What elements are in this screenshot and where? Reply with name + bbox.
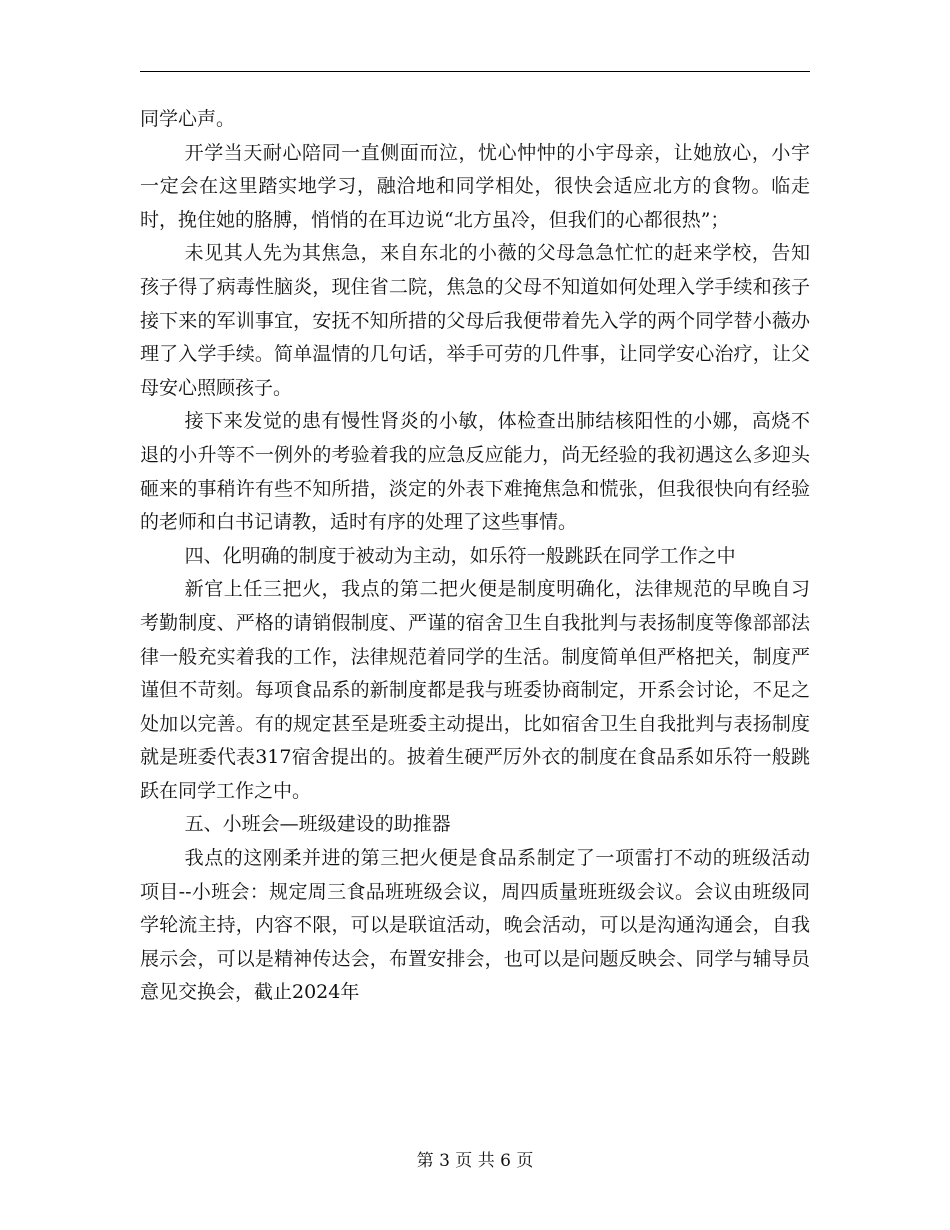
paragraph: 新官上任三把火，我点的第二把火便是制度明确化，法律规范的早晚自习考勤制度、严格的请销假制度、严谨的宿舍卫生自我批判与表扬制度等像部部法律一般充实着我的工作，法律规范着同学的生活。制度简单但严格把关，制度严谨但不苛刻。每项食品系的新制度都是我与班委协商制定，开系会讨论，不足之处加以完善。有的规定甚至是班委主动提出，比如宿舍卫生自我批判与表扬制度就是班委代表317宿舍提出的。披着生硬严厉外衣的制度在食品系如乐符一般跳跃在同学工作之中。 (140, 578, 810, 802)
page-footer (0, 1149, 950, 1173)
paragraph: 接下来发觉的患有慢性肾炎的小敏，体检查出肺结核阳性的小娜，高烧不退的小升等不一例外的考验着我的应急反应能力，尚无经验的我初遇这么多迎头砸来的事稍许有些不知所措，淡定的外表下难掩焦急和慌张，但我很快向有经验的老师和白书记请教，适时有序的处理了这些事情。 (140, 410, 810, 534)
paragraph: 未见其人先为其焦急，来自东北的小薇的父母急急忙忙的赶来学校，告知孩子得了病毒性脑炎，现住省二院，焦急的父母不知道如何处理入学手续和孩子接下来的军训事宜，安抚不知所措的父母后我便带着先入学的两个同学替小薇办理了入学手续。简单温情的几句话，举手可劳的几件事，让同学安心治疗，让父母安心照顾孩子。 (140, 242, 810, 399)
section-heading: 四、化明确的制度于被动为主动，如乐符一般跳跃在同学工作之中 (184, 544, 736, 567)
paragraph: 我点的这刚柔并进的第三把火便是食品系制定了一项雷打不动的班级活动项目--小班会：规定周三食品班班级会议，周四质量班班级会议。会议由班级同学轮流主持，内容不限，可以是联谊活动，晚会活动，可以是沟通沟通会，自我展示会，可以是精神传达会，布置安排会，也可以是问题反映会、同学与辅导员意见交换会，截止2024年 (140, 847, 810, 1004)
page-number: 第 3 页 共 6 页 (416, 1151, 534, 1171)
paragraph: 同学心声。 (140, 108, 236, 130)
document-body (140, 103, 810, 1010)
paragraph: 开学当天耐心陪同一直侧面而泣，忧心忡忡的小宇母亲，让她放心，小宇一定会在这里踏实地学习，融洽地和同学相处，很快会适应北方的食物。临走时，挽住她的胳膊，悄悄的在耳边说“北方虽冷，但我们的心都很热”； (140, 141, 810, 231)
header-rule (140, 71, 810, 72)
section-heading: 五、小班会—班级建设的助推器 (184, 813, 451, 836)
